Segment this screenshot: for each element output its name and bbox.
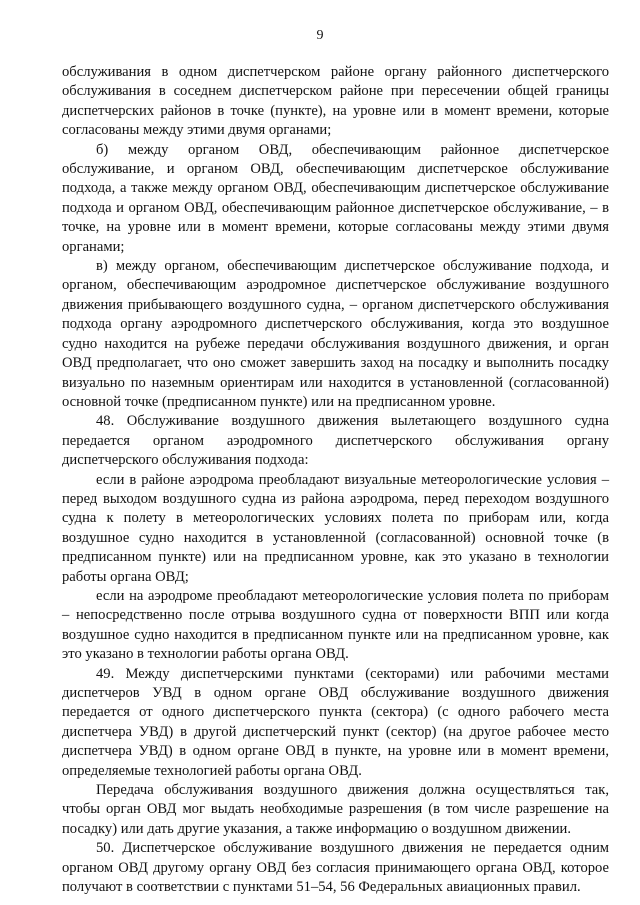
paragraph-continuation: обслуживания в одном диспетчерском районе органу районного диспетчерского обслуживания в соседнем диспетчерском районе при пересечении общей границы диспетчерских районов в точке (пункте), на уровне или в момент времени, которые согласованы между этими двумя органами; <box>62 64 609 139</box>
paragraph-50: 50. Диспетчерское обслуживание воздушного движения не передается одним органом ОВД другому органу ОВД без согласия принимающего органа ОВД, которое получают в соответствии с пунктами 51–54, 56 Федеральных авиационных правил. <box>62 840 609 896</box>
paragraph-48-visual: если в районе аэродрома преобладают визуальные метеорологические условия – перед выходом воздушного судна из района аэродрома, перед переходом воздушного судна к полету в метеорологических условиях полета по приборам или, когда воздушное судно находится в установленной (согласованной) основной точке (в предписанном пункте) или на предписанном уровне, как это указано в технологии работы органа ОВД; <box>62 471 609 585</box>
document-body <box>62 63 609 897</box>
paragraph-48-instrument: если на аэродроме преобладают метеорологические условия полета по приборам – непосредственно после отрыва воздушного судна от поверхности ВПП или когда воздушное судно находится в предписанном пункте или на предписанном уровне, как это указано в технологии работы органа ОВД. <box>62 587 609 663</box>
paragraph-49: 49. Между диспетчерскими пунктами (секторами) или рабочими местами диспетчеров УВД в одном органе ОВД обслуживание воздушного движения передается от одного диспетчерского пункта (сектора) (с одного рабочего места диспетчера УВД) в другой диспетчерский пункт (сектор) (на другое рабочее место диспетчера УВД) в одном органе ОВД в пункте, на уровне или в момент времени, определяемые технологией работы органа ОВД. <box>62 665 609 779</box>
paragraph-item-b: б) между органом ОВД, обеспечивающим районное диспетчерское обслуживание, и органом ОВД, обеспечивающим диспетчерское обслуживание подхода, а также между органом ОВД, обеспечивающим диспетчерское обслуживание подхода и органом ОВД, обеспечивающим районное диспетчерское обслуживание, – в точке, на уровне или в момент времени, которые согласованы между этими двумя органами; <box>62 141 609 255</box>
paragraph-48: 48. Обслуживание воздушного движения вылетающего воздушного судна передается органом аэродромного диспетчерского обслуживания органу диспетчерского обслуживания подхода: <box>62 413 609 469</box>
page-number: 9 <box>316 28 324 43</box>
paragraph-item-v: в) между органом, обеспечивающим диспетчерское обслуживание подхода, и органом, обеспечивающим аэродромное диспетчерское обслуживание воздушного движения прибывающего воздушного судна, – органом диспетчерского обслуживания подхода органу аэродромного диспетчерского обслуживания, когда это воздушное судно находится на рубеже передачи обслуживания воздушного движения, и орган ОВД предполагает, что оно сможет завершить заход на посадку и выполнить посадку визуально по наземным ориентирам или находится в установленной (согласованной) основной точке (предписанном пункте) или на предписанном уровне. <box>62 258 609 410</box>
paragraph-49-transfer: Передача обслуживания воздушного движения должна осуществляться так, чтобы орган ОВД мог выдать необходимые разрешения (в том числе разрешение на посадку) или дать другие указания, а также информацию о воздушном движении. <box>62 782 609 837</box>
